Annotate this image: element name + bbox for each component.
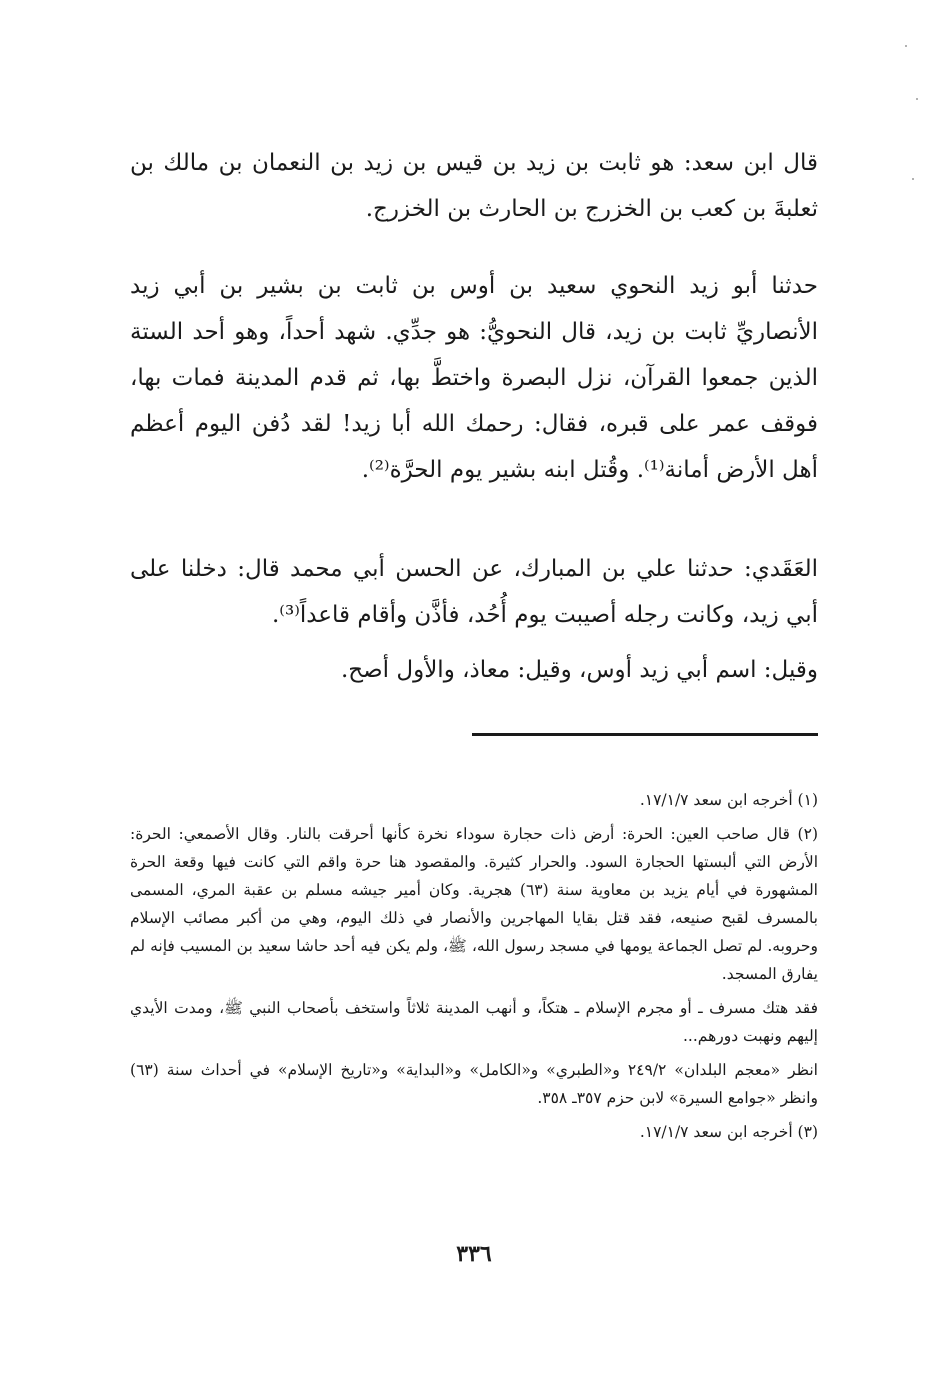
paragraph-lineage: قال ابن سعد: هو ثابت بن زيد بن قيس بن زيد بن النعمان بن مالك بن ثعلبةَ بن كعب بن الخزرج بن الحارث بن الخزرج. xyxy=(130,150,818,222)
footnote-separator xyxy=(472,733,818,736)
footnote-3: (٣) أخرجه ابن سعد ١٧/١/٧. xyxy=(639,1123,818,1141)
footnote-2-references: انظر «معجم البلدان» ٢٤٩/٢ و«الطبري» و«الكامل» و«البداية» و«تاريخ الإسلام» في أحداث سنة (٦٣) وانظر «جوامع السيرة» لابن حزم ٣٥٧ـ ٣٥٨. xyxy=(130,1061,818,1107)
scan-speck xyxy=(912,178,914,180)
page-number: ٣٣٦ xyxy=(456,1241,492,1267)
paragraph-name-note: وقيل: اسم أبي زيد أوس، وقيل: معاذ، والأول أصح. xyxy=(340,657,818,683)
paragraph-aqadi-narration: العَقَدي: حدثنا علي بن المبارك، عن الحسن أبي محمد قال: دخلنا على أبي زيد، وكانت رجله أصيبت يوم أُحُد، فأذَّن وأقام قاعداً⁽³⁾. xyxy=(130,556,818,628)
paragraph-biography: حدثنا أبو زيد النحوي سعيد بن أوس بن ثابت بن بشير بن أبي زيد الأنصاريِّ ثابت بن زيد، قال النحويُّ: هو جدِّي. شهد أحداً، وهو أحد الستة الذين جمعوا القرآن، نزل البصرة واختطَّ بها، ثم قدم المدينة فمات بها، فوقف عمر على قبره، فقال: رحمك الله أبا زيد! لقد دُفن اليوم أعظم أهل الأرض أمانة⁽¹⁾. وقُتل ابنه بشير يوم الحرَّة⁽²⁾. xyxy=(130,273,818,483)
footnote-1: (١) أخرجه ابن سعد ١٧/١/٧. xyxy=(639,791,818,809)
footnotes-section xyxy=(130,786,818,1148)
footnote-2-continuation: فقد هتك مسرف ـ أو مجرم الإسلام ـ هتكاً، و أنهب المدينة ثلاثاً واستخف بأصحاب النبي ﷺ، ومدت الأيدي إليهم ونهبت دورهم... xyxy=(130,999,818,1045)
footnote-2: (٢) قال صاحب العين: الحرة: أرض ذات حجارة سوداء نخرة كأنها أحرقت بالنار. وقال الأصمعي: الحرة: الأرض التي ألبستها الحجارة السود. والحرار كثيرة. والمقصود هنا حرة واقم التي كانت فيها وقعة الحرة المشهورة في أيام يزيد بن معاوية سنة (٦٣) هجرية. وكان أمير جيشه مسلم بن عقبة المري، المسمى بالمسرف لقبح صنيعه، فقد قتل بقايا المهاجرين والأنصار في ذلك اليوم، وهي من أكبر مصائب الإسلام وحروبه. لم تصل الجماعة يومها في مسجد رسول الله، ﷺ، ولم يكن فيه أحد حاشا سعيد بن المسيب فإنه لم يفارق المسجد. xyxy=(130,825,818,983)
scan-speck xyxy=(916,98,918,100)
scan-speck xyxy=(905,45,907,47)
